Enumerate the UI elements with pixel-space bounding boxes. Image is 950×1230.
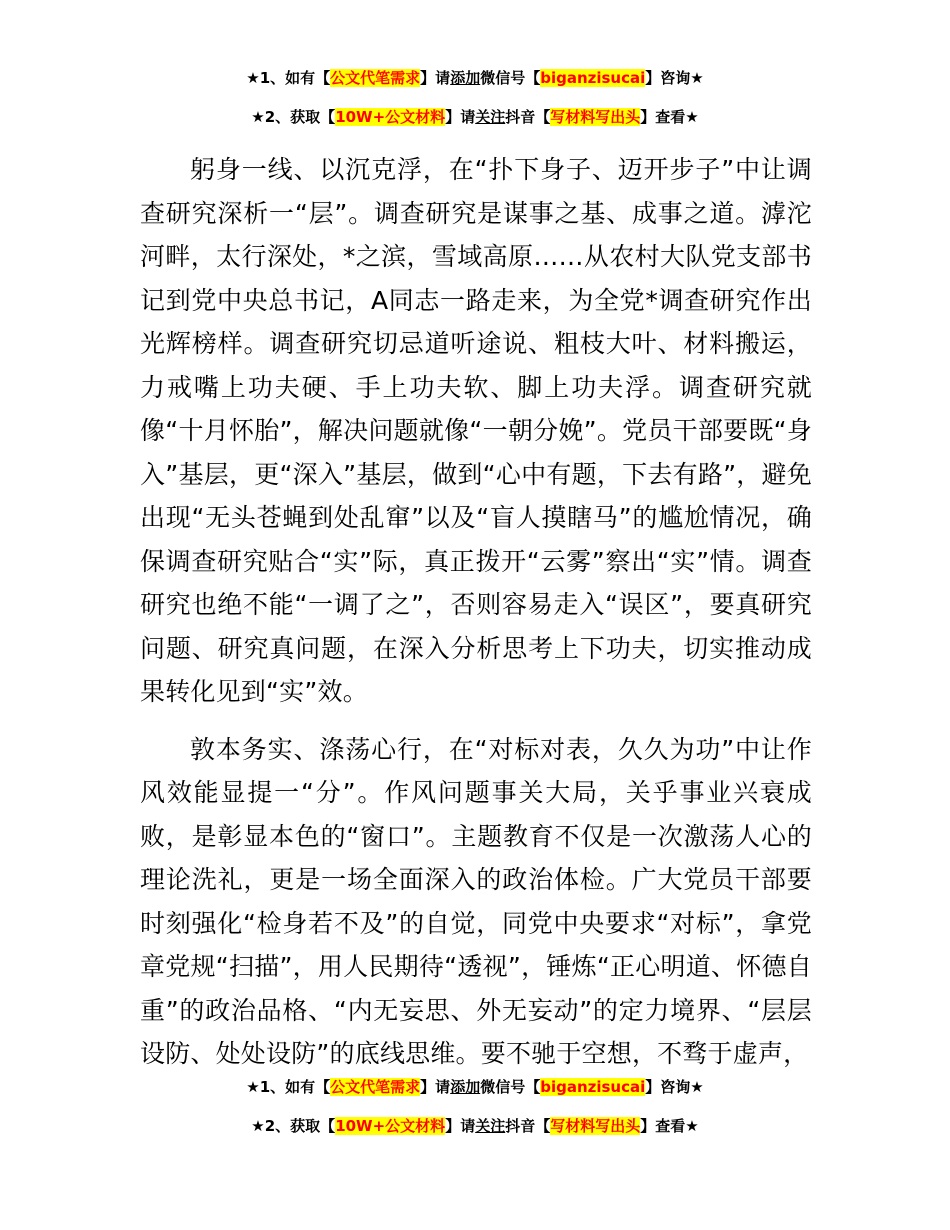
header-line1-mid1: 】请 — [420, 69, 451, 87]
header-line2-highlight: 10W+公文材料 — [335, 108, 446, 126]
header-line1-suffix: 】咨询★ — [645, 69, 704, 87]
footer-ad-line-2 — [0, 1116, 950, 1136]
footer-line2-douyin-id: 写材料写出头 — [550, 1117, 641, 1135]
header-line2-underlined: 关注 — [475, 108, 506, 126]
header-line1-mid2: 微信号【 — [480, 69, 541, 87]
footer-line2-suffix: 】查看★ — [640, 1117, 699, 1135]
header-line1-underlined: 添加 — [450, 69, 481, 87]
header-ad-line-2 — [0, 107, 950, 127]
footer-line2-underlined: 关注 — [475, 1117, 506, 1135]
header-line1-prefix: ★1、如有【 — [246, 69, 331, 87]
footer-line1-suffix: 】咨询★ — [645, 1078, 704, 1096]
footer-line1-mid2: 微信号【 — [480, 1078, 541, 1096]
footer-ad-line-1 — [0, 1077, 950, 1097]
header-line2-suffix: 】查看★ — [640, 108, 699, 126]
footer-line2-prefix: ★2、获取【 — [251, 1117, 336, 1135]
header-ad-line-1 — [0, 68, 950, 88]
footer-line2-mid1: 】请 — [445, 1117, 476, 1135]
body-paragraph-1: 躬身一线、以沉克浮，在“扑下身子、迈开步子”中让调查研究深析一“层”。调查研究是谋事之基、成事之道。滹沱河畔，太行深处，*之滨，雪域高原……从农村大队党支部书记到党中央总书记，A同志一路走来，为全党*调查研究作出光辉榜样。调查研究切忌道听途说、粗枝大叶、材料搬运，力戒嘴上功夫硬、手上功夫软、脚上功夫浮。调查研究就像“十月怀胎”，解决问题就像“一朝分娩”。党员干部要既“身入”基层，更“深入”基层，做到“心中有题，下去有路”，避免出现“无头苍蝇到处乱窜”以及“盲人摸瞎马”的尴尬情况，确保调查研究贴合“实”际，真正拨开“云雾”察出“实”情。调查研究也绝不能“一调了之”，否则容易走入“误区”，要真研究问题、研究真问题，在深入分析思考上下功夫，切实推动成果转化见到“实”效。 — [140, 155, 812, 706]
footer-line1-underlined: 添加 — [450, 1078, 481, 1096]
header-line2-mid2: 抖音【 — [505, 108, 551, 126]
footer-line1-wechat-id: biganzisucai — [540, 1078, 646, 1096]
header-line2-mid1: 】请 — [445, 108, 476, 126]
header-line1-highlight: 公文代笔需求 — [330, 69, 421, 87]
header-line1-wechat-id: biganzisucai — [540, 69, 646, 87]
footer-line1-highlight: 公文代笔需求 — [330, 1078, 421, 1096]
footer-line1-mid1: 】请 — [420, 1078, 451, 1096]
body-paragraph-2: 敦本务实、涤荡心行，在“对标对表，久久为功”中让作风效能显提一“分”。作风问题事关大局，关乎事业兴衰成败，是彰显本色的“窗口”。主题教育不仅是一次激荡人心的理论洗礼，更是一场全面深入的政治体检。广大党员干部要时刻强化“检身若不及”的自觉，同党中央要求“对标”，拿党章党规“扫描”，用人民期待“透视”，锤炼“正心明道、怀德自重”的政治品格、“内无妄思、外无妄动”的定力境界、“层层设防、处处设防”的底线思维。要不驰于空想，不骛于虚声， — [140, 734, 812, 1068]
footer-line2-highlight: 10W+公文材料 — [335, 1117, 446, 1135]
footer-line2-mid2: 抖音【 — [505, 1117, 551, 1135]
header-line2-douyin-id: 写材料写出头 — [550, 108, 641, 126]
header-line2-prefix: ★2、获取【 — [251, 108, 336, 126]
footer-line1-prefix: ★1、如有【 — [246, 1078, 331, 1096]
document-body — [140, 148, 812, 1076]
